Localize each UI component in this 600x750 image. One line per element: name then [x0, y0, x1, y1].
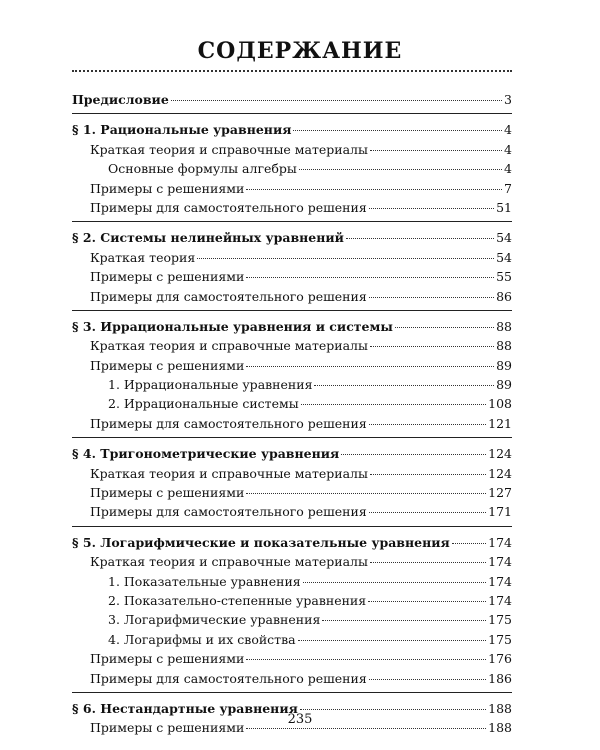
toc-entry-label: § 6. Нестандартные уравнения	[72, 700, 298, 716]
toc-entry-page: 175	[488, 631, 512, 647]
toc-entry-page: 4	[504, 161, 512, 177]
toc-entry-page: 4	[504, 141, 512, 157]
toc-entry-page: 88	[496, 338, 512, 354]
toc-entry-label: Примеры для самостоятельного решения	[90, 288, 367, 304]
dot-leader	[370, 150, 502, 151]
toc-entry-page: 54	[496, 249, 512, 265]
toc-entry-page: 121	[488, 415, 512, 431]
toc-entry-label: Примеры для самостоятельного решения	[90, 415, 367, 431]
toc-entry	[72, 610, 512, 629]
section-separator	[72, 221, 512, 222]
toc-section-entry	[72, 317, 512, 336]
toc-entry-page: 4	[504, 122, 512, 138]
toc-section-entry	[72, 90, 512, 109]
toc-entry-page: 124	[488, 446, 512, 462]
toc-entry-page: 89	[496, 357, 512, 373]
toc-entry-page: 51	[496, 199, 512, 215]
toc-entry-label: 1. Показательные уравнения	[108, 573, 301, 589]
section-separator	[72, 692, 512, 693]
dot-leader	[368, 601, 486, 602]
toc-entry-page: 127	[488, 485, 512, 501]
dot-leader	[370, 346, 494, 347]
toc-entry	[72, 572, 512, 591]
toc-entry-page: 171	[488, 504, 512, 520]
toc-entry	[72, 159, 512, 178]
toc-entry-page: 89	[496, 377, 512, 393]
toc-entry-label: Примеры для самостоятельного решения	[90, 504, 367, 520]
dot-leader	[299, 169, 502, 170]
toc-entry	[72, 502, 512, 521]
toc-entry-page: 7	[504, 180, 512, 196]
toc-entry-label: 2. Показательно-степенные уравнения	[108, 592, 367, 608]
dot-leader	[197, 258, 494, 259]
toc-entry	[72, 179, 512, 198]
section-separator	[72, 113, 512, 114]
dot-leader	[314, 385, 494, 386]
dot-leader	[246, 277, 494, 278]
toc-entry-label: § 1. Рациональные уравнения	[72, 122, 292, 138]
dot-leader	[370, 562, 486, 563]
toc-entry-page: 3	[504, 92, 512, 107]
dot-leader	[246, 493, 486, 494]
toc-entry	[72, 394, 512, 413]
toc-entry	[72, 669, 512, 688]
toc-entry-label: § 2. Системы нелинейных уравнений	[72, 230, 344, 246]
toc-entry-label: Примеры с решениями	[90, 720, 245, 736]
toc-entry	[72, 267, 512, 286]
toc-entry-label: Краткая теория и справочные материалы	[90, 338, 368, 354]
dot-leader	[369, 679, 486, 680]
toc-entry-page: 176	[488, 651, 512, 667]
toc-entry-label: Краткая теория	[90, 249, 196, 265]
toc-section-entry	[72, 533, 512, 552]
toc-section-entry	[72, 228, 512, 247]
section-separator	[72, 526, 512, 527]
toc-entry-label: Краткая теория и справочные материалы	[90, 141, 368, 157]
toc-entry-page: 174	[488, 592, 512, 608]
toc-entry-page: 174	[488, 554, 512, 570]
toc-entry-label: 1. Иррациональные уравнения	[108, 377, 313, 393]
toc-entry	[72, 630, 512, 649]
toc-entry	[72, 140, 512, 159]
toc-entry-page: 188	[488, 720, 512, 736]
toc-entry-label: Примеры с решениями	[90, 180, 245, 196]
dot-leader	[369, 208, 494, 209]
toc-section-entry	[72, 444, 512, 463]
dot-leader	[369, 424, 486, 425]
dot-leader	[246, 189, 502, 190]
toc-entry-label: 2. Иррациональные системы	[108, 396, 299, 412]
dot-leader	[301, 404, 486, 405]
dot-leader	[370, 474, 486, 475]
toc-entry-page: 188	[488, 700, 512, 716]
toc-entry-page: 124	[488, 465, 512, 481]
toc-entry-page: 175	[488, 612, 512, 628]
toc-section-entry	[72, 120, 512, 139]
toc-entry-label: § 4. Тригонометрические уравнения	[72, 446, 340, 462]
dot-leader	[171, 100, 502, 101]
toc-entry-label: Примеры для самостоятельного решения	[90, 670, 367, 686]
toc-entry-label: Примеры с решениями	[90, 485, 245, 501]
toc-entry	[72, 552, 512, 571]
toc-entry-page: 55	[496, 269, 512, 285]
dot-leader	[246, 366, 494, 367]
toc-entry	[72, 483, 512, 502]
title-dotted-rule	[72, 70, 512, 72]
toc-entry-label: § 5. Логарифмические и показательные уравнения	[72, 534, 450, 550]
dot-leader	[395, 327, 494, 328]
toc-entry-page: 86	[496, 288, 512, 304]
toc-entry-page: 174	[488, 573, 512, 589]
toc-entry-label: 3. Логарифмические уравнения	[108, 612, 321, 628]
toc-entry	[72, 375, 512, 394]
page-title: СОДЕРЖАНИЕ	[197, 38, 403, 64]
section-separator	[72, 310, 512, 311]
toc-entry	[72, 414, 512, 433]
toc-entry-label: Примеры с решениями	[90, 651, 245, 667]
toc-entry-label: Предисловие	[72, 92, 169, 107]
toc-entry	[72, 336, 512, 355]
table-of-contents	[72, 90, 512, 738]
toc-entry-label: Примеры для самостоятельного решения	[90, 199, 367, 215]
toc-entry-label: Примеры с решениями	[90, 269, 245, 285]
toc-entry-label: Краткая теория и справочные материалы	[90, 465, 368, 481]
dot-leader	[322, 620, 486, 621]
toc-entry-label: Основные формулы алгебры	[108, 161, 297, 177]
dot-leader	[246, 728, 486, 729]
toc-entry-page: 174	[488, 534, 512, 550]
toc-entry	[72, 356, 512, 375]
toc-entry	[72, 591, 512, 610]
dot-leader	[452, 543, 486, 544]
toc-entry	[72, 248, 512, 267]
toc-entry	[72, 287, 512, 306]
dot-leader	[293, 130, 502, 131]
toc-entry-label: 4. Логарифмы и их свойства	[108, 631, 296, 647]
toc-entry	[72, 464, 512, 483]
toc-entry-label: Краткая теория и справочные материалы	[90, 554, 368, 570]
toc-entry-label: § 3. Иррациональные уравнения и системы	[72, 318, 393, 334]
page-number: 235	[287, 712, 313, 727]
toc-entry-page: 88	[496, 318, 512, 334]
dot-leader	[298, 640, 487, 641]
dot-leader	[303, 582, 486, 583]
toc-entry-page: 54	[496, 230, 512, 246]
dot-leader	[246, 659, 486, 660]
toc-entry	[72, 198, 512, 217]
section-separator	[72, 437, 512, 438]
dot-leader	[369, 297, 494, 298]
toc-entry-page: 108	[488, 396, 512, 412]
toc-entry-label: Примеры с решениями	[90, 357, 245, 373]
dot-leader	[341, 454, 486, 455]
dot-leader	[300, 709, 486, 710]
toc-entry-page: 186	[488, 670, 512, 686]
dot-leader	[369, 512, 486, 513]
dot-leader	[346, 238, 494, 239]
toc-entry	[72, 649, 512, 668]
